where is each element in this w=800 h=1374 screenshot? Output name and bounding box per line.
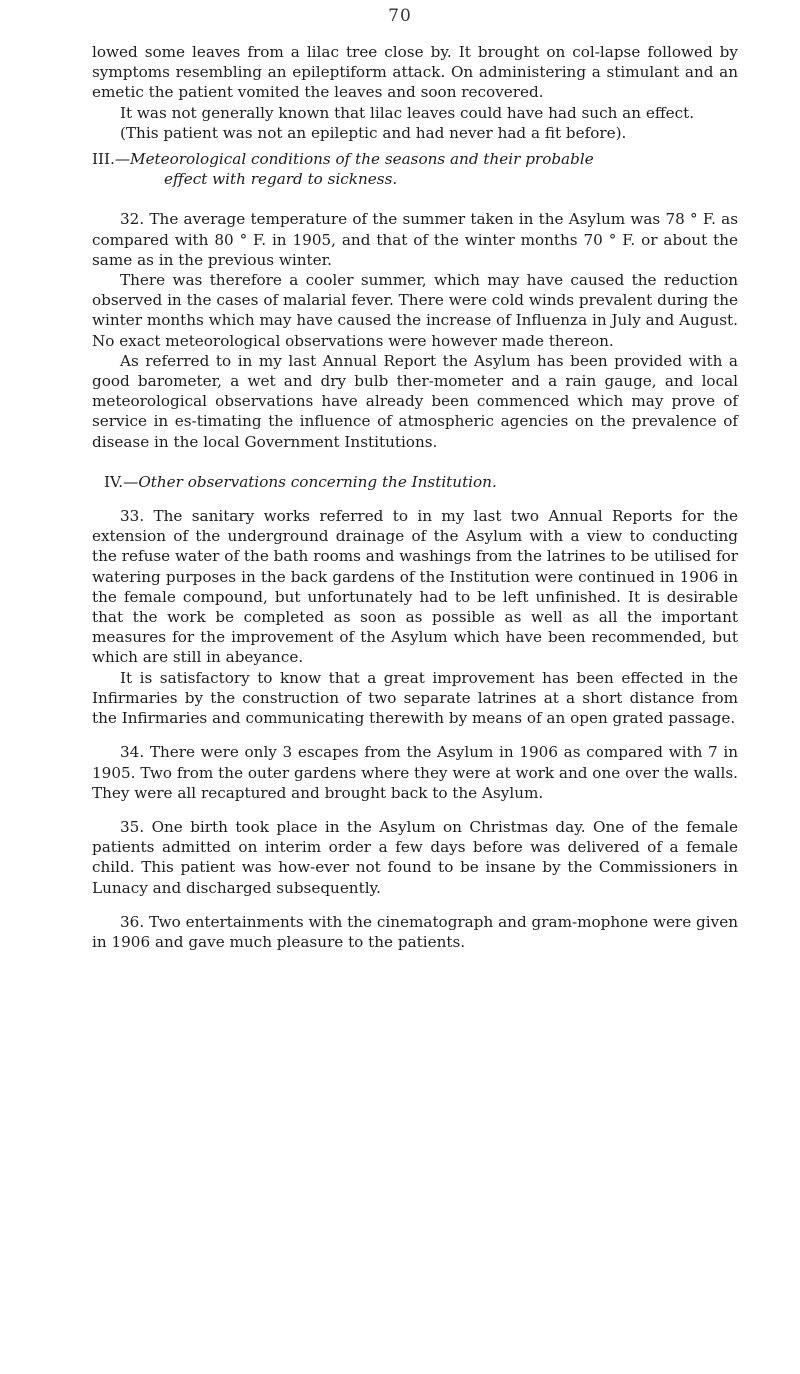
paragraph-lilac-effect: It was not generally known that lilac leaves could have had such an effect.: [120, 103, 695, 122]
paragraph-36-entertainments: 36. Two entertainments with the cinematograph and gram-mophone were given in 1906 and gave much pleasure to the patients.: [92, 912, 738, 951]
page-number: 70: [388, 6, 412, 26]
paragraph-34-escapes: 34. There were only 3 escapes from the Asylum in 1906 as compared with 7 in 1905. Two from the outer gardens where they were at work and one over the walls. They were all recaptured and brought back to the Asylum.: [92, 743, 738, 802]
paragraph-33-infirmaries: It is satisfactory to know that a great improvement has been effected in the Infirmaries by the construction of two separate latrines at a short distance from the Infirmaries and communicating therewith by means of an open grated passage.: [92, 668, 738, 728]
page-body: [92, 42, 738, 952]
section-title-iii-line1: —Meteorological conditions of the seasons and their probable: [114, 150, 594, 169]
section-heading-other-observations: [92, 472, 738, 492]
section-title-iii-line2: effect with regard to sickness.: [164, 170, 398, 189]
section-numeral-iii: III.: [92, 150, 115, 169]
paragraph-32-cooler-summer: There was therefore a cooler summer, which may have caused the reduction observed in the cases of malarial fever. There were cold winds prevalent during the winter months which may have caused the increase of Influenza in July and August. No exact meteorological observations were however made thereon.: [92, 271, 738, 350]
section-title-iv: —Other observations concerning the Institution.: [123, 472, 497, 491]
paragraph-lilac-case: lowed some leaves from a lilac tree close by. It brought on col-lapse followed by symptoms resembling an epileptiform attack. On administering a stimulant and an emetic the patient vomited the leaves and soon recovered.: [92, 43, 738, 102]
paragraph-35-birth: 35. One birth took place in the Asylum on Christmas day. One of the female patients admitted on interim order a few days before was delivered of a female child. This patient was how-ever not found to be insane by the Commissioners in Lunacy and discharged subsequently.: [92, 817, 738, 897]
paragraph-32-temperature: 32. The average temperature of the summer taken in the Asylum was 78 ° F. as compared with 80 ° F. in 1905, and that of the winter months 70 ° F. or about the same as in the previous winter.: [92, 210, 738, 269]
paragraph-32-instruments: As referred to in my last Annual Report the Asylum has been provided with a good barometer, a wet and dry bulb ther-mometer and a rain gauge, and local meteorological observations have already been commenced which may prove of service in es-timating the influence of atmospheric agencies on the prevalence of disease in the local Government Institutions.: [92, 351, 738, 451]
section-numeral-iv: IV.: [104, 472, 124, 491]
paragraph-patient-note: (This patient was not an epileptic and had never had a fit before).: [120, 123, 627, 142]
paragraph-33-sanitary-works: 33. The sanitary works referred to in my last two Annual Reports for the extension of the underground drainage of the Asylum with a view to conducting the refuse water of the bath rooms and washings from the latrines to be utilised for watering purposes in the back gardens of the Institution were continued in 1906 in the female compound, but unfortunately had to be left unfinished. It is desirable that the work be completed as soon as possible as well as all the important measures for the improvement of the Asylum which have been recommended, but which are still in abeyance.: [92, 507, 738, 667]
section-heading-meteorological: [92, 149, 738, 189]
